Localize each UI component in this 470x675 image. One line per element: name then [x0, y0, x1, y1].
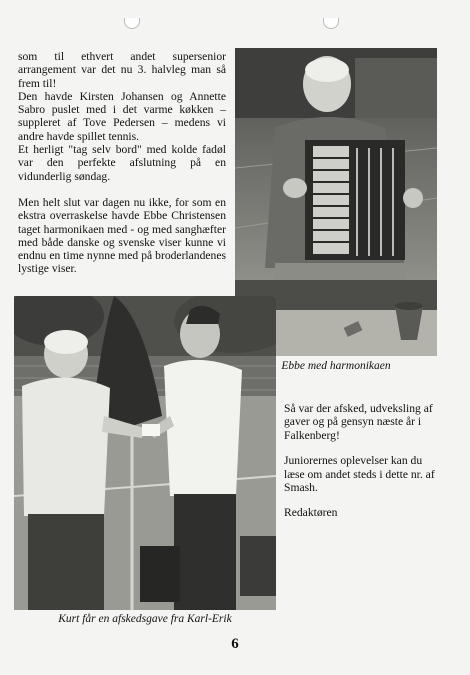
left-text-column — [18, 50, 226, 276]
caption-ebbe: Ebbe med harmonikaen — [281, 360, 391, 372]
paragraph-accordion: Men helt slut var dagen nu ikke, for som en ekstra overraskelse havde Ebbe Christensen taget harmonikaen med - og med sanghæfter med både danske og svenske viser kunne vi endnu en time nynne med på broderlandenes lystige viser. — [18, 195, 226, 276]
paragraph-juniors: Juniorernes oplevelser kan du læse om andet steds i dette nr. af Smash. — [284, 454, 435, 495]
signature: Redaktøren — [284, 506, 338, 520]
gift-photo-illustration — [14, 296, 276, 610]
photo-kurt-farewell-gift — [14, 296, 276, 610]
paragraph-farewell: Så var der afsked, udveksling af gaver og på gensyn næste år i Falkenberg! — [284, 402, 433, 442]
paragraph-buffet: Et herligt "tag selv bord" med kolde fadøl var den perfekte afslutning på en vidunderlig søndag. — [18, 143, 226, 183]
punch-hole — [323, 18, 339, 29]
caption-kurt: Kurt får en afskedsgave fra Karl-Erik — [58, 613, 232, 625]
right-text-column — [284, 402, 442, 532]
paragraph-third-half: som til ethvert andet supersenior arrangement var det nu 3. halvleg man så frem til! — [18, 50, 226, 90]
punch-hole — [124, 18, 140, 29]
paragraph-kitchen: Den havde Kirsten Johansen og Annette Sabro puslet med i det varme køkken – suppleret af Tove Pedersen – medens vi andre havde spillet tennis. — [18, 89, 226, 143]
page-number: 6 — [231, 636, 239, 652]
